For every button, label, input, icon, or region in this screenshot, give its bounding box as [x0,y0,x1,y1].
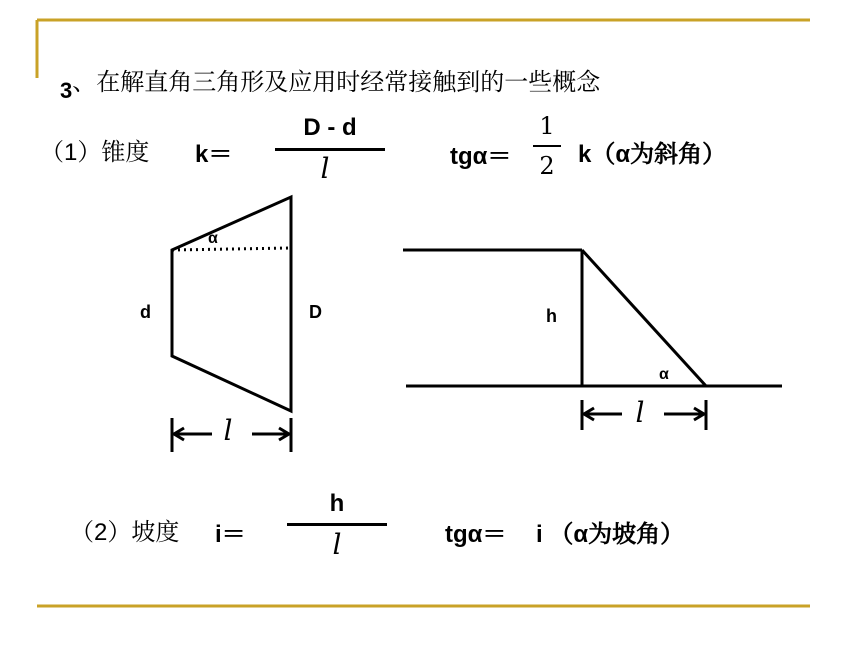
taper-tg-eq: tgα＝ [450,143,512,170]
half-numerator: 1 [539,112,555,140]
slope-tg-eq: tgα＝ [445,521,507,548]
taper-d-label: d [140,302,151,322]
taper-label: （1）锥度 [40,139,150,166]
slope-h-label: h [546,306,557,326]
slope-i-eq: i＝ [215,521,246,548]
taper-length-label: l [223,414,233,447]
slope-incline-line [582,250,706,386]
title-number: 3 [60,78,73,103]
half-denominator: 2 [539,152,555,180]
taper-numerator: D - d [303,114,357,141]
slope-fraction-bar [287,523,387,526]
slope-label: （2）坡度 [70,519,180,546]
taper-alpha-label: α [208,230,218,247]
slope-length-label: l [635,396,645,429]
slope-denominator: l [332,528,342,561]
taper-denominator: l [320,152,330,185]
taper-D-label: D [309,302,322,322]
title-text: 、在解直角三角形及应用时经常接触到的一些概念 [72,69,601,96]
taper-k-suffix: k（α为斜角） [578,141,727,168]
taper-k-eq: k＝ [195,141,233,168]
slope-alpha-label: α [659,366,669,383]
slope-rhs: i （α为坡角） [536,521,685,548]
slope-numerator: h [329,490,345,517]
